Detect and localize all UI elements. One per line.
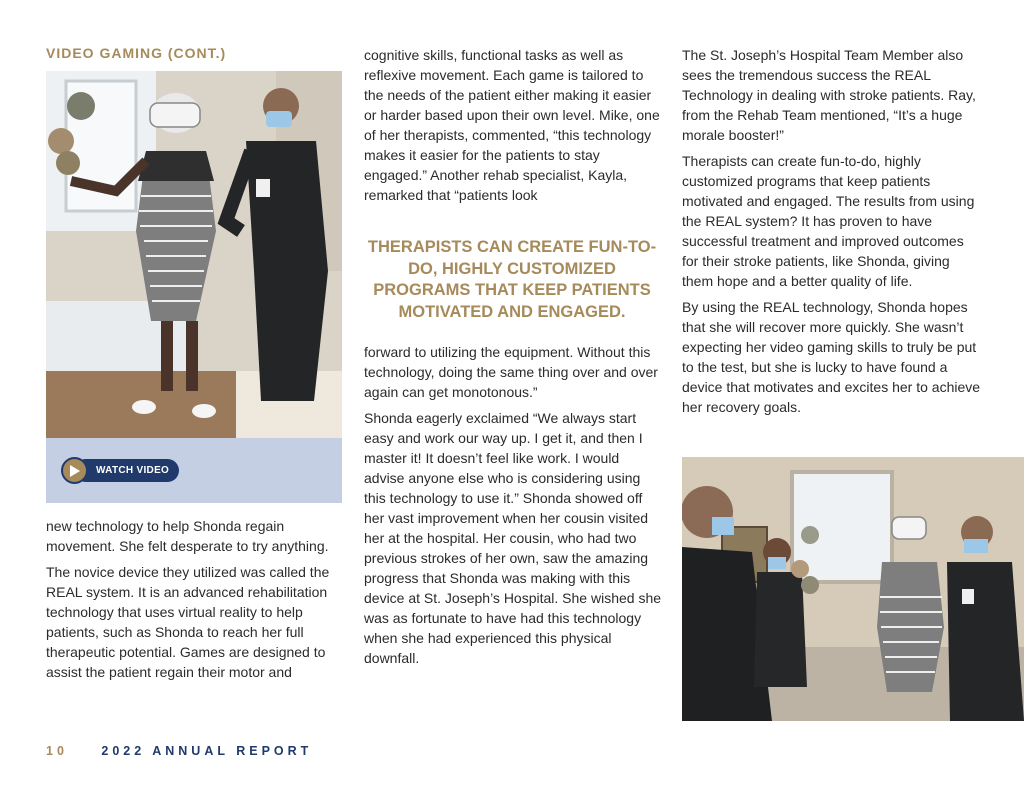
column-2-text-bottom — [364, 342, 662, 674]
column-1-text — [46, 516, 342, 688]
paragraph: new technology to help Shonda regain movement. She felt desperate to try anything. — [46, 518, 329, 554]
therapy-team-photo — [682, 457, 1024, 721]
section-heading: VIDEO GAMING (CONT.) — [46, 45, 227, 61]
paragraph: Shonda eagerly exclaimed “We always start easy and work our way up. I get it, and then I master it! It doesn’t feel like work. I would advise anyone else who is considering using this technology to use it.” Shonda showed off her vast improvement when her cousin visited her at the hospital. Her cousin, who had two previous strokes of her own, saw the amazing progress that Shonda was making with this device at St. Joseph’s Hospital. She wished she was as fortunate to have had this technology when she had experienced this physical downfall. — [364, 410, 662, 666]
play-icon — [61, 457, 88, 484]
pull-quote: THERAPISTS CAN CREATE FUN-TO-DO, HIGHLY CUSTOMIZED PROGRAMS THAT KEEP PATIENTS MOTIVATED AND ENGAGED. — [367, 238, 657, 321]
paragraph: The St. Joseph’s Hospital Team Member also sees the tremendous success the REAL Technology in dealing with stroke patients. Ray, from the Rehab Team mentioned, “It’s a huge morale booster!” — [682, 47, 976, 143]
watch-video-button[interactable] — [61, 457, 179, 484]
paragraph: Therapists can create fun-to-do, highly customized programs that keep patients motivated and engaged. The results from using the REAL system? It has proven to have successful treatment and improved outcomes for their stroke patients, like Shonda, giving them hope and a better quality of life. — [682, 153, 975, 289]
watch-video-label: WATCH VIDEO — [74, 459, 179, 482]
page-footer — [46, 744, 312, 758]
column-2-text-top — [364, 45, 662, 211]
paragraph: forward to utilizing the equipment. Without this technology, doing the same thing over and over again can get monotonous.” — [364, 344, 658, 400]
paragraph: cognitive skills, functional tasks as well as reflexive movement. Each game is tailored to the needs of the patient either making it easier or harder based upon their own level. Mike, one of her therapists, commented, “this technology makes it easier for the patients to stay engaged.” Another rehab specialist, Kayla, remarked that “patients look — [364, 47, 660, 203]
video-bar — [46, 438, 342, 503]
column-3-text — [682, 45, 982, 423]
paragraph: The novice device they utilized was called the REAL system. It is an advanced rehabilitation technology that uses virtual reality to help patients, such as Shonda to reach her full therapeutic potential. Games are designed to assist the patient regain their motor and — [46, 564, 330, 680]
paragraph: By using the REAL technology, Shonda hopes that she will recover more quickly. She wasn’t expecting her video gaming skills to truly be put to the test, but she is lucky to have found a device that motivates and excites her to achieve her recovery goals. — [682, 299, 981, 415]
page-number: 10 — [46, 744, 68, 758]
patient-vr-photo — [46, 71, 342, 438]
report-title: 2022 ANNUAL REPORT — [101, 744, 313, 758]
